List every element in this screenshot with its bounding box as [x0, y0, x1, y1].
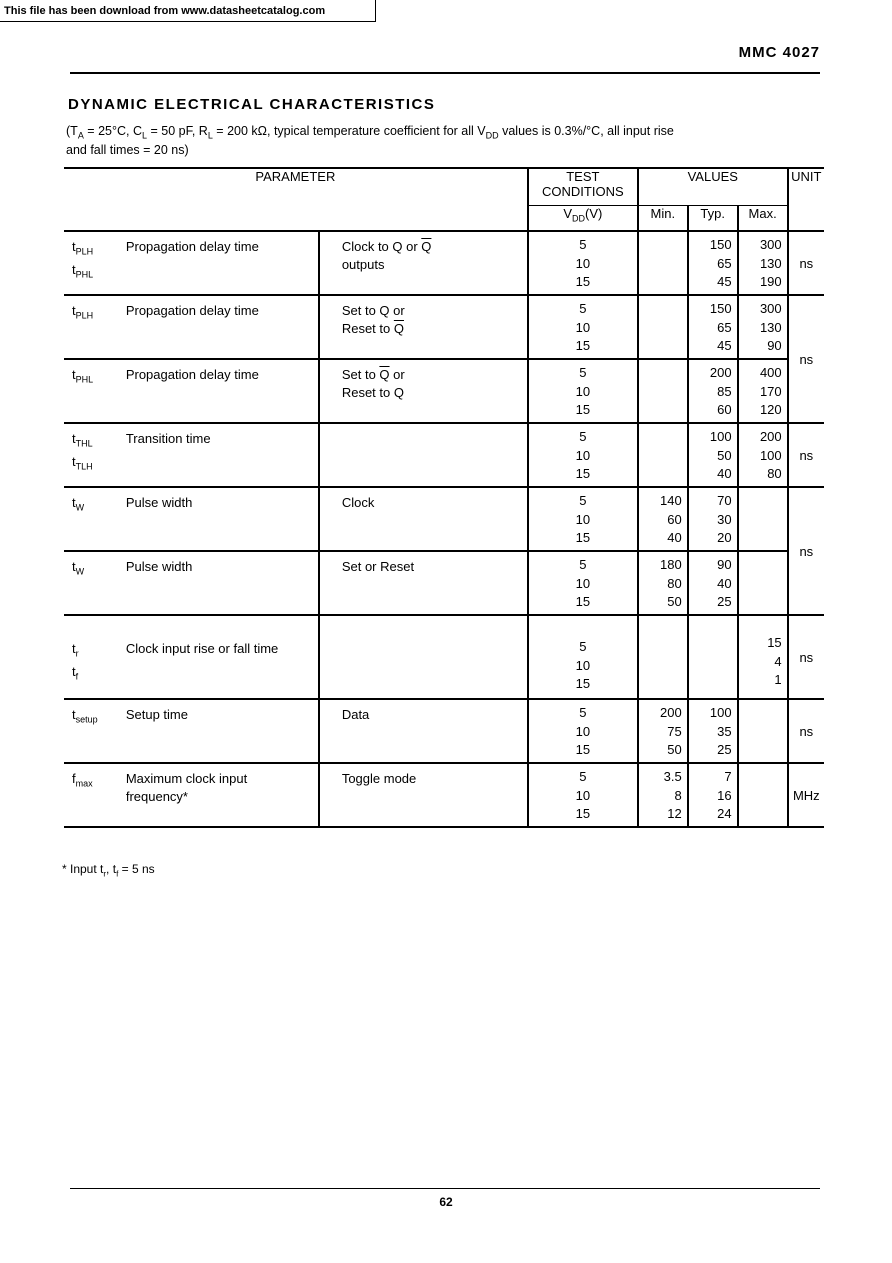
test-conditions-note: ($T_A = 25^\circ C$, $C_L = 50$ pF, $R_L = 200$ kΩ, typical temperature coefficient for all $V_{DD}$ values is 0.3%/°C, all input rise and fall times = 20 ns): [66, 124, 674, 157]
min-cell: [638, 615, 688, 699]
condition-cell: Data: [341, 707, 370, 722]
table-row: [64, 615, 824, 699]
condition-cell: [319, 615, 528, 699]
condition-cell: Set or Reset: [341, 559, 415, 574]
condition-cell: Set to Q or Reset to $\overline{Q}$: [341, 303, 405, 336]
unit-cell: ns: [788, 487, 824, 615]
table-row: [64, 231, 824, 295]
symbol-cell: $t_{PHL}$: [72, 367, 94, 385]
header-unit: UNIT: [788, 168, 824, 231]
typ-cell: 150 65 45: [688, 231, 738, 295]
footer-rule: [70, 1188, 820, 1189]
symbol-cell: $t_{PLH}$ $t_{PHL}$: [72, 239, 94, 280]
footnote: * Input $t_r$, $t_f = 5$ ns: [62, 862, 155, 879]
min-cell: [638, 359, 688, 423]
max-cell: 400 170 120: [738, 359, 788, 423]
symbol-cell: $t_{setup}$: [72, 707, 98, 725]
header-rule: [70, 72, 820, 74]
unit-cell: ns: [788, 615, 824, 699]
table-row: [64, 487, 824, 551]
vdd-cell: 5 10 15: [528, 551, 638, 615]
table-row: [64, 295, 824, 359]
condition-cell: [319, 423, 528, 487]
unit-cell: ns: [788, 699, 824, 763]
typ-cell: 7 16 24: [688, 763, 738, 827]
min-cell: 180 80 50: [638, 551, 688, 615]
symbol-cell: $t_{THL}$ $t_{TLH}$: [72, 431, 93, 472]
typ-cell: 150 65 45: [688, 295, 738, 359]
min-cell: 200 75 50: [638, 699, 688, 763]
vdd-cell: 5 10 15: [528, 487, 638, 551]
parameter-cell: Propagation delay time: [126, 295, 319, 359]
part-number: MMC 4027: [738, 44, 820, 61]
vdd-cell: 5 10 15: [528, 699, 638, 763]
max-cell: 15 4 1: [738, 615, 788, 699]
parameter-cell: Propagation delay time: [126, 231, 319, 295]
header-parameter: PARAMETER: [255, 169, 336, 184]
symbol-cell: $t_W$: [72, 495, 85, 513]
max-cell: 200 100 80: [738, 423, 788, 487]
header-test-conditions: TEST CONDITIONS: [528, 168, 638, 205]
typ-cell: [688, 615, 738, 699]
symbol-cell: $f_{max}$: [72, 771, 93, 789]
page-number: 62: [439, 1195, 453, 1209]
header-min: Min.: [638, 205, 688, 231]
characteristics-table: [64, 167, 824, 828]
table-row: [64, 763, 824, 827]
max-cell: 300 130 190: [738, 231, 788, 295]
parameter-cell: Clock input rise or fall time: [126, 615, 319, 699]
unit-cell: ns: [788, 295, 824, 423]
parameter-cell: Maximum clock input frequency*: [126, 763, 319, 827]
section-title: DYNAMIC ELECTRICAL CHARACTERISTICS: [68, 96, 436, 113]
typ-cell: 90 40 25: [688, 551, 738, 615]
min-cell: [638, 295, 688, 359]
typ-cell: 200 85 60: [688, 359, 738, 423]
table-row: [64, 359, 824, 423]
table-row: [64, 423, 824, 487]
max-cell: [738, 699, 788, 763]
parameter-cell: Pulse width: [126, 551, 319, 615]
unit-cell: ns: [788, 231, 824, 295]
typ-cell: 100 50 40: [688, 423, 738, 487]
min-cell: 3.5 8 12: [638, 763, 688, 827]
min-cell: 140 60 40: [638, 487, 688, 551]
vdd-cell: 5 10 15: [528, 359, 638, 423]
symbol-cell: $t_{PLH}$: [72, 303, 94, 321]
vdd-cell: 5 10 15: [528, 763, 638, 827]
header-typ: Typ.: [688, 205, 738, 231]
condition-cell: Clock to Q or $\overline{Q}$ outputs: [341, 239, 432, 272]
table-row: [64, 699, 824, 763]
header-max: Max.: [738, 205, 788, 231]
unit-cell: MHz: [788, 763, 824, 827]
typ-cell: 70 30 20: [688, 487, 738, 551]
max-cell: [738, 551, 788, 615]
unit-cell: ns: [788, 423, 824, 487]
max-cell: 300 130 90: [738, 295, 788, 359]
download-banner: This file has been download from www.datasheetcatalog.com: [0, 0, 376, 22]
vdd-cell: 5 10 15: [528, 615, 638, 699]
min-cell: [638, 231, 688, 295]
vdd-cell: 5 10 15: [528, 423, 638, 487]
condition-cell: Toggle mode: [341, 771, 417, 786]
vdd-cell: 5 10 15: [528, 231, 638, 295]
max-cell: [738, 763, 788, 827]
table-row: [64, 551, 824, 615]
condition-cell: Clock: [341, 495, 375, 510]
header-vdd: $V_{DD}(V)$: [528, 205, 638, 231]
typ-cell: 100 35 25: [688, 699, 738, 763]
min-cell: [638, 423, 688, 487]
max-cell: [738, 487, 788, 551]
symbol-cell: $t_r$ $t_f$: [72, 641, 79, 682]
condition-cell: Set to $\overline{Q}$ or Reset to Q: [341, 367, 405, 400]
symbol-cell: $t_W$: [72, 559, 85, 577]
header-values: VALUES: [638, 168, 788, 205]
parameter-cell: Transition time: [126, 423, 319, 487]
parameter-cell: Setup time: [126, 699, 319, 763]
parameter-cell: Pulse width: [126, 487, 319, 551]
vdd-cell: 5 10 15: [528, 295, 638, 359]
parameter-cell: Propagation delay time: [126, 359, 319, 423]
